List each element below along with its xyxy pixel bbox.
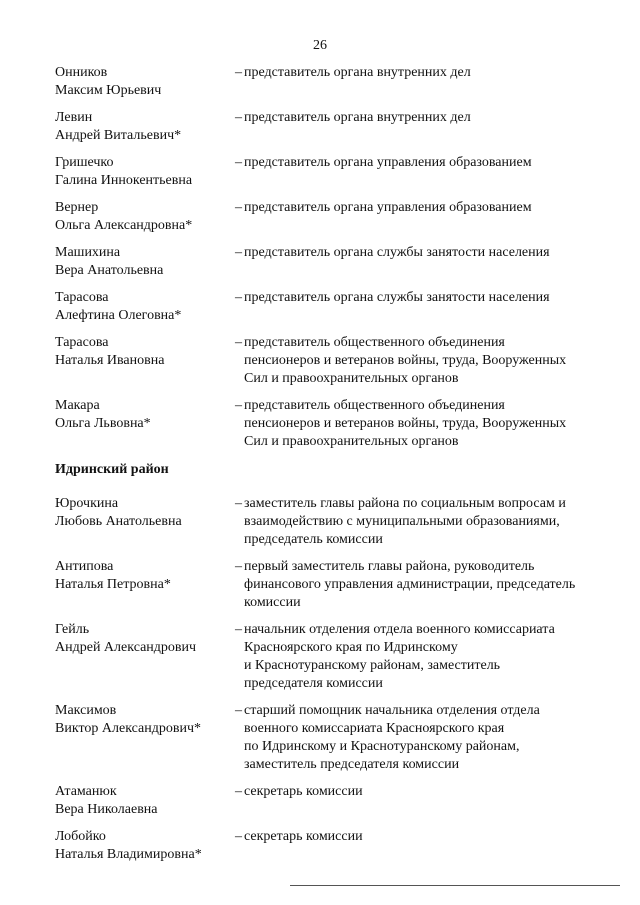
dash-marker: – (235, 245, 242, 260)
member-surname: Гришечко (55, 155, 114, 170)
role-text: секретарь комиссии (244, 829, 363, 844)
role-line (235, 531, 615, 549)
role-text: заместитель главы района по социальным вопросам и (244, 496, 566, 511)
role-text: председатель комиссии (244, 532, 383, 547)
role-line (235, 513, 615, 531)
role-line (235, 64, 615, 82)
member-role (235, 109, 615, 145)
member-surname: Максимов (55, 703, 117, 718)
member-role (235, 495, 615, 549)
role-line (235, 415, 615, 433)
member-surname: Лобойко (55, 829, 106, 844)
member-entry (55, 397, 615, 451)
role-text: комиссии (244, 595, 301, 610)
member-name (55, 495, 235, 549)
member-name (55, 828, 235, 864)
member-surname: Тарасова (55, 335, 109, 350)
member-entry (55, 109, 615, 145)
member-name (55, 783, 235, 819)
role-line (235, 109, 615, 127)
page-number: 26 (313, 38, 327, 53)
member-surname: Левин (55, 110, 93, 125)
member-given-names: Наталья Ивановна (55, 353, 165, 368)
member-role (235, 289, 615, 325)
member-entry (55, 495, 615, 549)
role-text: финансового управления администрации, председатель (244, 577, 576, 592)
role-line (235, 495, 615, 513)
member-entry (55, 783, 615, 819)
member-role (235, 334, 615, 388)
member-given-names: Ольга Львовна* (55, 416, 151, 431)
role-line (235, 702, 615, 720)
role-line (235, 352, 615, 370)
member-given-names: Алефтина Олеговна* (55, 308, 182, 323)
member-given-names: Любовь Анатольевна (55, 514, 182, 529)
member-name (55, 558, 235, 612)
role-line (235, 639, 615, 657)
role-text: представитель органа службы занятости населения (244, 245, 550, 260)
role-line (235, 783, 615, 801)
member-name (55, 244, 235, 280)
member-name (55, 702, 235, 774)
member-given-names: Галина Иннокентьевна (55, 173, 193, 188)
member-name (55, 154, 235, 190)
member-given-names: Виктор Александрович* (55, 721, 202, 736)
role-line (235, 370, 615, 388)
role-text: и Краснотуранскому районам, заместитель (244, 658, 501, 673)
member-given-names: Вера Анатольевна (55, 263, 164, 278)
dash-marker: – (235, 110, 242, 125)
member-surname: Макара (55, 398, 100, 413)
member-role (235, 154, 615, 190)
role-line (235, 657, 615, 675)
member-name (55, 64, 235, 100)
dash-marker: – (235, 335, 242, 350)
section-title: Идринский район (55, 462, 169, 477)
member-given-names: Максим Юрьевич (55, 83, 162, 98)
member-entry (55, 828, 615, 864)
role-text: представитель органа внутренних дел (244, 110, 471, 125)
dash-marker: – (235, 784, 242, 799)
role-line (235, 720, 615, 738)
dash-marker: – (235, 290, 242, 305)
role-line (235, 756, 615, 774)
role-text: по Идринскому и Краснотуранскому районам, (244, 739, 520, 754)
dash-marker: – (235, 559, 242, 574)
member-entry (55, 64, 615, 100)
role-text: взаимодействию с муниципальными образованиями, (244, 514, 560, 529)
dash-marker: – (235, 398, 242, 413)
member-entry (55, 334, 615, 388)
dash-marker: – (235, 496, 242, 511)
member-entry (55, 702, 615, 774)
role-text: представитель органа управления образованием (244, 200, 532, 215)
dash-marker: – (235, 622, 242, 637)
role-text: военного комиссариата Красноярского края (244, 721, 505, 736)
role-line (235, 334, 615, 352)
role-line (235, 621, 615, 639)
member-given-names: Вера Николаевна (55, 802, 158, 817)
member-given-names: Ольга Александровна* (55, 218, 193, 233)
member-role (235, 783, 615, 819)
role-line (235, 675, 615, 693)
role-line (235, 594, 615, 612)
role-line (235, 199, 615, 217)
dash-marker: – (235, 829, 242, 844)
role-line (235, 828, 615, 846)
member-given-names: Андрей Витальевич* (55, 128, 182, 143)
member-name (55, 397, 235, 451)
member-role (235, 558, 615, 612)
member-given-names: Андрей Александрович (55, 640, 197, 655)
member-surname: Юрочкина (55, 496, 119, 511)
role-line (235, 558, 615, 576)
role-text: пенсионеров и ветеранов войны, труда, Вооруженных (244, 353, 567, 368)
member-surname: Атаманюк (55, 784, 117, 799)
member-role (235, 64, 615, 100)
member-surname: Машихина (55, 245, 121, 260)
member-entry (55, 154, 615, 190)
role-line (235, 244, 615, 262)
member-surname: Тарасова (55, 290, 109, 305)
role-text: первый заместитель главы района, руководитель (244, 559, 535, 574)
role-line (235, 433, 615, 451)
member-name (55, 289, 235, 325)
role-text: пенсионеров и ветеранов войны, труда, Вооруженных (244, 416, 567, 431)
role-text: заместитель председателя комиссии (244, 757, 460, 772)
role-text: представитель органа внутренних дел (244, 65, 471, 80)
entries-after-section (55, 495, 615, 864)
member-name (55, 109, 235, 145)
role-line (235, 289, 615, 307)
member-surname: Гейль (55, 622, 90, 637)
footer-rule (290, 885, 620, 886)
member-entry (55, 289, 615, 325)
member-role (235, 397, 615, 451)
member-role (235, 828, 615, 864)
dash-marker: – (235, 200, 242, 215)
role-text: секретарь комиссии (244, 784, 363, 799)
role-text: представитель общественного объединения (244, 335, 505, 350)
member-name (55, 199, 235, 235)
role-text: начальник отделения отдела военного комиссариата (244, 622, 555, 637)
member-entry (55, 199, 615, 235)
member-name (55, 334, 235, 388)
role-text: Красноярского края по Идринскому (244, 640, 458, 655)
role-text: Сил и правоохранительных органов (244, 371, 459, 386)
member-entry (55, 244, 615, 280)
member-role (235, 621, 615, 693)
role-text: председателя комиссии (244, 676, 383, 691)
member-given-names: Наталья Петровна* (55, 577, 171, 592)
commission-member-list (55, 64, 615, 864)
role-text: представитель общественного объединения (244, 398, 505, 413)
member-given-names: Наталья Владимировна* (55, 847, 202, 862)
role-text: Сил и правоохранительных органов (244, 434, 459, 449)
member-role (235, 244, 615, 280)
member-entry (55, 558, 615, 612)
member-entry (55, 621, 615, 693)
role-line (235, 154, 615, 172)
member-surname: Антипова (55, 559, 114, 574)
role-text: представитель органа службы занятости населения (244, 290, 550, 305)
member-role (235, 199, 615, 235)
member-surname: Онников (55, 65, 108, 80)
member-name (55, 621, 235, 693)
member-role (235, 702, 615, 774)
entries-before-section (55, 64, 615, 451)
role-text: представитель органа управления образованием (244, 155, 532, 170)
dash-marker: – (235, 65, 242, 80)
dash-marker: – (235, 703, 242, 718)
role-line (235, 397, 615, 415)
role-line (235, 738, 615, 756)
role-line (235, 576, 615, 594)
dash-marker: – (235, 155, 242, 170)
role-text: старший помощник начальника отделения отдела (244, 703, 540, 718)
member-surname: Вернер (55, 200, 99, 215)
